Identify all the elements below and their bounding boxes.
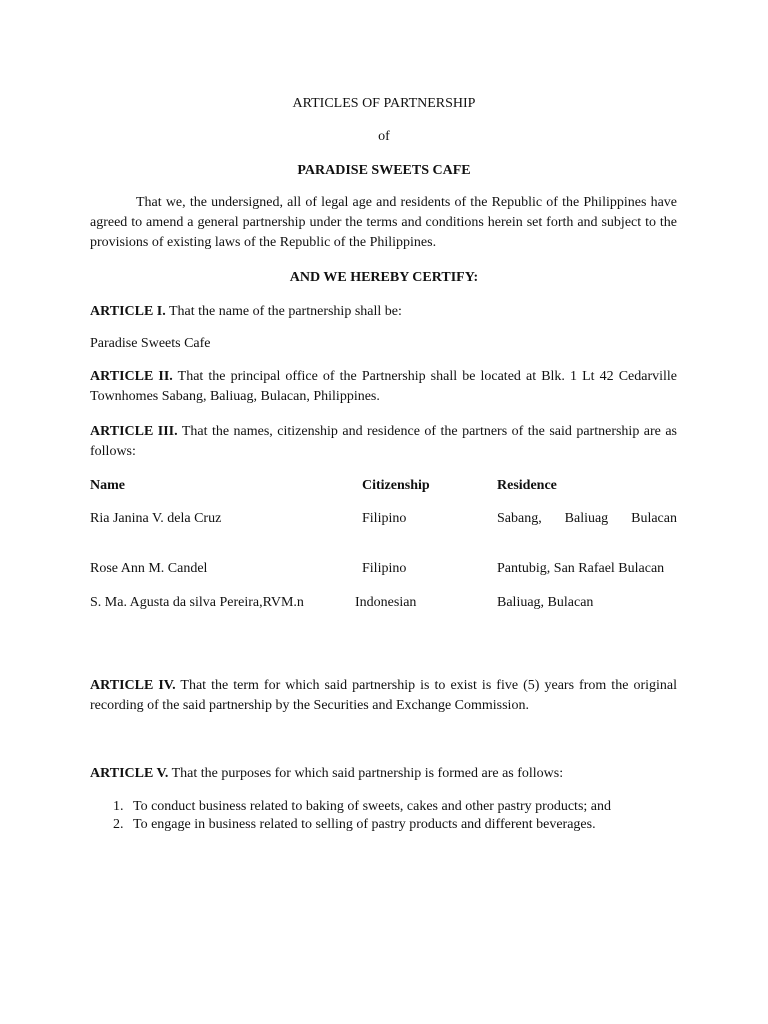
intro-paragraph: That we, the undersigned, all of legal age and residents of the Republic of the Philippines have agreed to amend a general partnership under the terms and conditions herein set forth and subject to the provisions of existing laws of the Republic of the Philippines. [90, 195, 677, 250]
article-3 [90, 422, 677, 462]
article-1-label: ARTICLE I. [90, 304, 166, 319]
partner-1-citizenship: Filipino [362, 511, 407, 526]
partnership-name: Paradise Sweets Cafe [90, 336, 211, 351]
title-of: of [378, 129, 390, 144]
article-1-text: That the name of the partnership shall be: [169, 304, 402, 319]
partner-1-residence [497, 510, 677, 527]
header-name: Name [90, 478, 125, 493]
partner-1-residence-part: Sabang, [497, 511, 542, 526]
article-4-label: ARTICLE IV. [90, 678, 176, 693]
purpose-item-2-text: To engage in business related to selling of pastry products and different beverages. [133, 817, 596, 832]
article-2-text: That the principal office of the Partnership shall be located at Blk. 1 Lt 42 Cedarville Townhomes Sabang, Baliuag, Bulacan, Philippines. [90, 369, 678, 404]
article-2 [90, 367, 677, 407]
header-residence: Residence [497, 478, 557, 493]
purpose-item-1-number: 1. [113, 799, 124, 814]
certify-heading: AND WE HEREBY CERTIFY: [289, 270, 479, 285]
article-5 [90, 765, 563, 782]
partner-3-name: S. Ma. Agusta da silva Pereira,RVM.n [90, 595, 304, 610]
company-name: PARADISE SWEETS CAFE [297, 163, 471, 178]
partner-2-citizenship: Filipino [362, 561, 407, 576]
partner-3-citizenship: Indonesian [355, 595, 417, 610]
article-4-text: That the term for which said partnership is to exist is five (5) years from the original recording of the said partnership by the Securities and Exchange Commission. [90, 678, 677, 713]
article-3-label: ARTICLE III. [90, 424, 178, 439]
header-citizenship: Citizenship [362, 478, 430, 493]
partner-1-residence-part: Bulacan [631, 511, 677, 526]
document-title: ARTICLES OF PARTNERSHIP [292, 96, 476, 111]
partner-2-name: Rose Ann M. Candel [90, 561, 208, 576]
article-1 [90, 303, 402, 320]
article-2-label: ARTICLE II. [90, 369, 173, 384]
article-5-text: That the purposes for which said partnership is formed are as follows: [171, 766, 564, 781]
article-3-text: That the names, citizenship and residence of the partners of the said partnership are as follows: [90, 424, 677, 459]
purpose-item-2-number: 2. [113, 817, 124, 832]
article-4 [90, 676, 677, 716]
purpose-item-1 [113, 798, 611, 815]
purpose-item-2 [113, 816, 596, 833]
partner-2-residence: Pantubig, San Rafael Bulacan [497, 561, 665, 576]
partner-3-residence: Baliuag, Bulacan [497, 595, 594, 610]
purpose-item-1-text: To conduct business related to baking of sweets, cakes and other pastry products; and [133, 799, 612, 814]
article-5-label: ARTICLE V. [90, 766, 169, 781]
partner-1-residence-part: Baliuag [564, 511, 609, 526]
partner-1-name: Ria Janina V. dela Cruz [90, 511, 222, 526]
